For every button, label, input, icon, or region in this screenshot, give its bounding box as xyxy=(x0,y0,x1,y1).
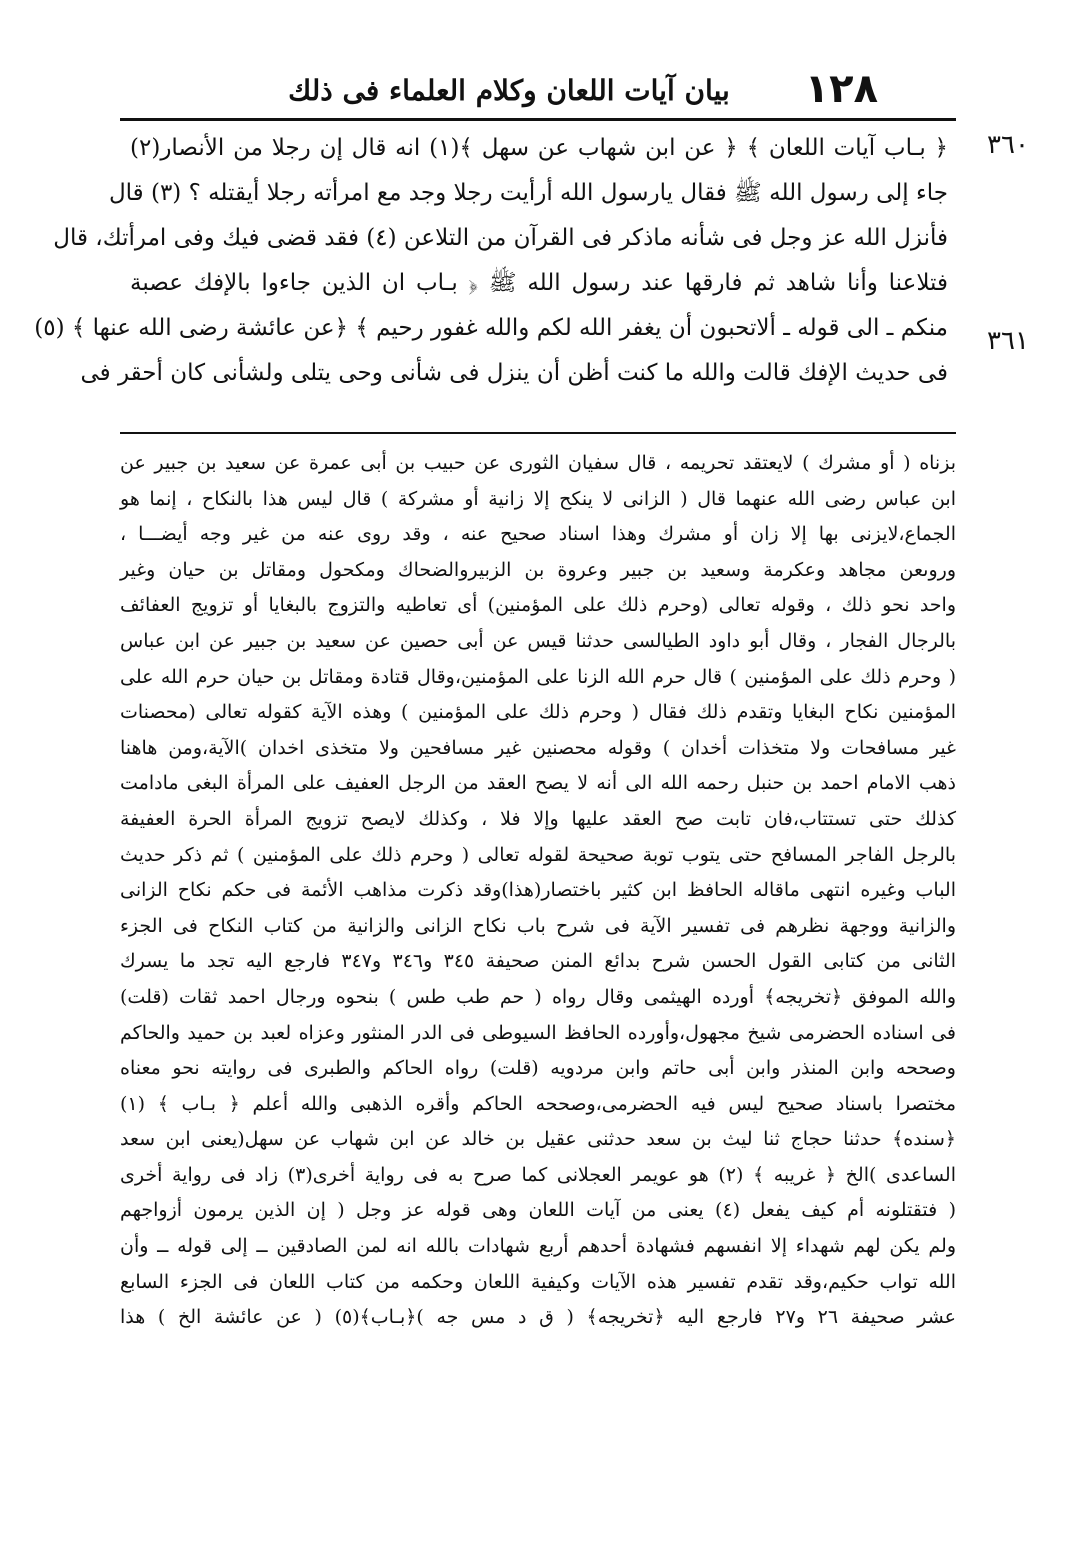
main-text-line: فتلاعنا وأنا شاهد ثم فارقها عند رسول الله ﷺ ﴿ بـاب ان الذين جاءوا بالإفك عصبة xyxy=(130,270,948,296)
commentary-line: بالرجال الفجار ، وقال أبو داود الطيالسى حدثنا قيس عن أبى حصين عن سعيد بن جبير عن ابن عباس xyxy=(120,629,956,652)
commentary-line: واحد نحو ذلك ، وقوله تعالى (وحرم ذلك على المؤمنين) أى تعاطيه والتزوج بالبغايا أو تزويج العفائف xyxy=(120,594,956,617)
running-title: بيان آيات اللعان وكلام العلماء فى ذلك xyxy=(288,74,730,107)
main-text-line: ﴿ بـاب آيات اللعان ﴾ ﴿ عن ابن شهاب عن سهل ﴾(١) انه قال إن رجلا من الأنصار(٢) xyxy=(130,135,948,161)
commentary-line: بالرجل الفاجر المسافح حتى يتوب توبة صحيحة لقوله تعالى ( وحرم ذلك على المؤمنين ) ثم ذكر حديث xyxy=(120,843,956,866)
header-rule xyxy=(120,118,956,121)
commentary-line: والزانية ووجهة نظرهم فى تفسير الآية فى شرح باب نكاح الزانى والزانية من كتاب النكاح فى الجزء xyxy=(120,914,956,937)
main-text-line: فأنزل الله عز وجل فى شأنه ماذكر فى القرآن من التلاعن (٤) فقد قضى فيك وفى امرأتك، قال xyxy=(53,225,948,251)
commentary-line: ( وحرم ذلك على المؤمنين ) قال حرم الله الزنا على المؤمنين،وقال قتادة ومقاتل بن حيان حرم الله على xyxy=(120,665,956,688)
commentary-line: كذلك حتى تستتاب،فان تابت صح العقد عليها وإلا فلا ، وكذلك لايصح تزويج المرأة الحرة العفيفة xyxy=(120,807,956,830)
commentary-line: عشر صحيفة ٢٦ و٢٧ فارجع اليه ﴿تخريجه﴾ ( ق د مس جه )﴿بـاب﴾(٥) ( عن عائشة الخ ) هذا xyxy=(120,1306,957,1329)
commentary-line: ﴿سنده﴾ حدثنا حجاج ثنا ليث بن سعد حدثنى عقيل بن خالد عن ابن شهاب عن سهل(يعنى ابن سعد xyxy=(120,1128,956,1151)
footnote-rule xyxy=(120,432,956,434)
hadith-number: ٣٦٠ xyxy=(987,130,1029,160)
commentary-line: ابن عباس رضى الله عنهما قال ( الزانى لا ينكح إلا زانية أو مشركة ) قال ليس هذا بالنكاح ، إنما هو xyxy=(120,487,956,510)
main-text-line: منكم ـ الى قوله ـ ألاتحبون أن يغفر الله لكم والله غفور رحيم ﴾ ﴿عن عائشة رضى الله عنها ﴾ (٥) xyxy=(34,315,948,341)
page-header xyxy=(260,66,878,114)
commentary-line: الباب وغيره انتهى ماقاله الحافظ ابن كثير باختصار(هذا)وقد ذكرت مذاهب الأئمة فى حكم نكاح الزانى xyxy=(120,879,956,902)
commentary-line: ذهب الامام احمد بن حنبل رحمه الله الى أنه لا يصح العقد من الرجل العفيف على المرأة البغى مادامت xyxy=(120,772,956,795)
commentary-line: الجماع،لايزنى بها إلا زان أو مشرك وهذا اسناد صحيح عنه ، وقد روى عنه من غير وجه أيضـــا ، xyxy=(120,523,956,546)
commentary-line: ( فتقتلونه أم كيف يفعل (٤) يعنى من آيات اللعان وهى قوله عز وجل ( إن الذين يرمون أزواجهم xyxy=(120,1199,956,1222)
commentary-line: ولم يكن لهم شهداء إلا انفسهم فشهادة أحدهم أربع شهادات بالله انه لمن الصادقين ــ إلى قوله ــ وأن xyxy=(120,1235,956,1258)
commentary-line: والله الموفق ﴿تخريجه﴾ أورده الهيثمى وقال رواه ( حم طب طس ) بنحوه ورجال احمد ثقات (قلت) xyxy=(120,985,956,1008)
commentary-line: فى اسناده الحضرمى شيخ مجهول،وأورده الحافظ السيوطى فى الدر المنثور وعزاه لعبد بن حميد والحاكم xyxy=(120,1021,956,1044)
commentary-line: وصححه وابن المنذر وابن أبى حاتم وابن مردويه (قلت) رواه الحاكم والطبرى فى روايته نحو معناه xyxy=(120,1057,956,1080)
commentary-line: مختصرا باسناد صحيح ليس فيه الحضرمى،وصححه الحاكم وأقره الذهبى والله أعلم ﴿ بـاب ﴾ (١) xyxy=(120,1092,956,1115)
hadith-number: ٣٦١ xyxy=(987,326,1029,356)
page-number: ١٢٨ xyxy=(804,66,878,112)
main-text-line: جاء إلى رسول الله ﷺ فقال يارسول الله أرأيت رجلا وجد مع امرأته رجلا أيقتله ؟ (٣) قال xyxy=(108,180,948,206)
main-text xyxy=(34,126,948,396)
commentary-line: بزناه ( أو مشرك ) لايعتقد تحريمه ، قال سفيان الثورى عن حبيب بن أبى عمرة عن سعيد بن جبير عن xyxy=(120,452,956,474)
commentary-line: غير مسافحات ولا متخذات أخدان ) وقوله محصنين غير مسافحين ولا متخذى اخدان )الآية،ومن هاهنا xyxy=(120,736,956,759)
commentary-line: الساعدى )الخ ﴿ غريبه ﴾ (٢) هو عويمر العجلانى كما صرح به فى رواية أخرى(٣) زاد فى رواية أخرى xyxy=(120,1163,956,1186)
commentary-line: المؤمنين نكاح البغايا وتقدم ذلك فقال ( وحرم ذلك على المؤمنين ) وهذه الآية كقوله تعالى (محصنات xyxy=(120,701,956,724)
commentary-line: وروىعن مجاهد وعكرمة وسعيد بن جبير وعروة بن الزبيروالضحاك ومكحول ومقاتل بن حيان وغير xyxy=(120,558,956,581)
commentary-line: الله تواب حكيم،وقد تقدم تفسير هذه الآيات وكيفية اللعان وحكمه من كتاب اللعان فى الجزء السابع xyxy=(120,1270,956,1293)
commentary-text xyxy=(120,446,956,1336)
commentary-line: الثانى من كتابى القول الحسن شرح بدائع المنن صحيفة ٣٤٥ و٣٤٦ و٣٤٧ فارجع اليه تجد ما يسرك xyxy=(120,950,956,973)
main-text-line: فى حديث الإفك قالت والله ما كنت أظن أن ينزل فى شأنى وحى يتلى ولشأنى كان أحقر فى xyxy=(80,360,948,386)
